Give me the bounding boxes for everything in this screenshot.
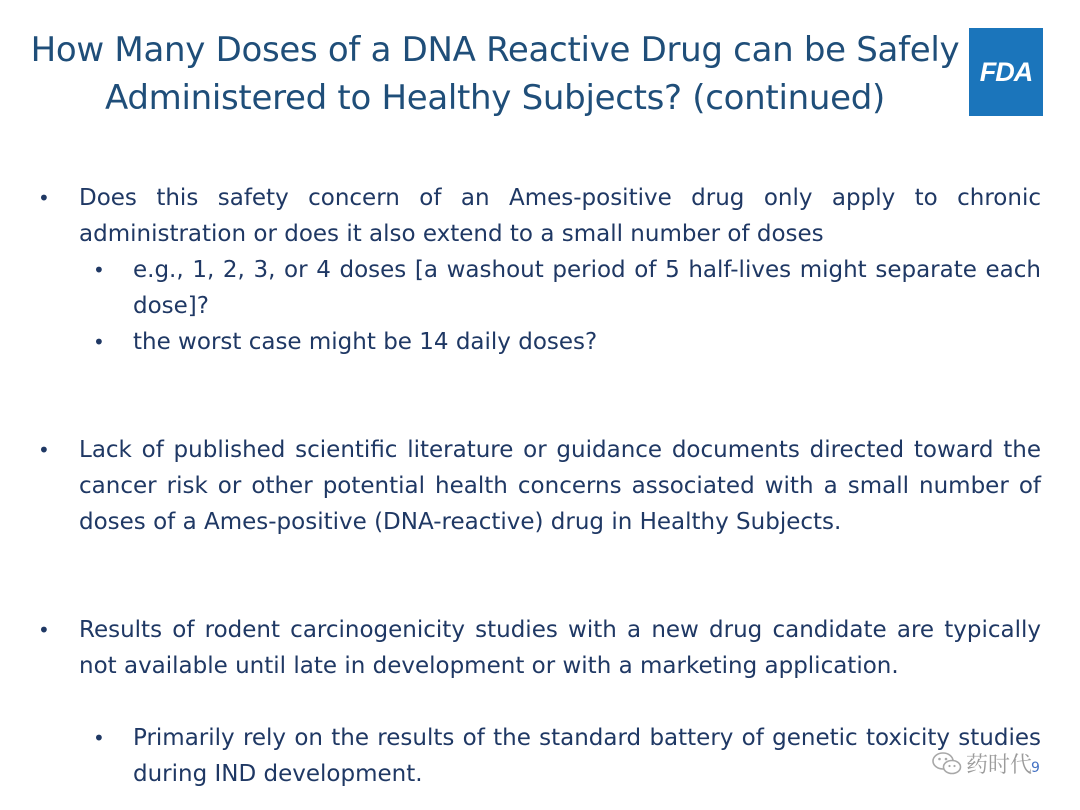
bullet-dot: • — [38, 618, 50, 642]
slide-title — [20, 26, 970, 122]
fda-logo-text: FDA — [979, 56, 1033, 87]
bullet-3-sub-1: Primarily rely on the results of the standard battery of genetic toxicity studies during IND development. — [133, 725, 1041, 787]
title-line-1: How Many Doses of a DNA Reactive Drug can be Safely — [30, 30, 960, 70]
wechat-watermark — [932, 748, 1032, 779]
bullet-dot: • — [38, 186, 50, 210]
watermark-text: 药时代 — [966, 753, 1033, 778]
fda-logo — [969, 28, 1043, 116]
sub-bullet-dot: • — [93, 726, 105, 750]
page-number: 9 — [1031, 760, 1040, 776]
bullet-dot: • — [38, 438, 50, 462]
bullet-1-sub-2: the worst case might be 14 daily doses? — [133, 329, 598, 355]
wechat-icon — [932, 751, 962, 777]
bullet-2: Lack of published scientific literature or guidance documents directed toward the cancer risk or other potential health concerns associated with a small number of doses of a Ames-positive (DNA-reactive) drug in Healthy Subjects. — [79, 437, 1041, 535]
bullet-3: Results of rodent carcinogenicity studies with a new drug candidate are typically not available until late in development or with a marketing application. — [79, 617, 1041, 679]
sub-bullet-dot: • — [93, 258, 105, 282]
title-line-2: Administered to Healthy Subjects? (continued) — [105, 78, 885, 118]
bullet-1-sub-1: e.g., 1, 2, 3, or 4 doses [a washout period of 5 half-lives might separate each dose]? — [133, 257, 1041, 319]
bullet-1: Does this safety concern of an Ames-positive drug only apply to chronic administration or does it also extend to a small number of doses — [79, 185, 1041, 247]
sub-bullet-dot: • — [93, 330, 105, 354]
